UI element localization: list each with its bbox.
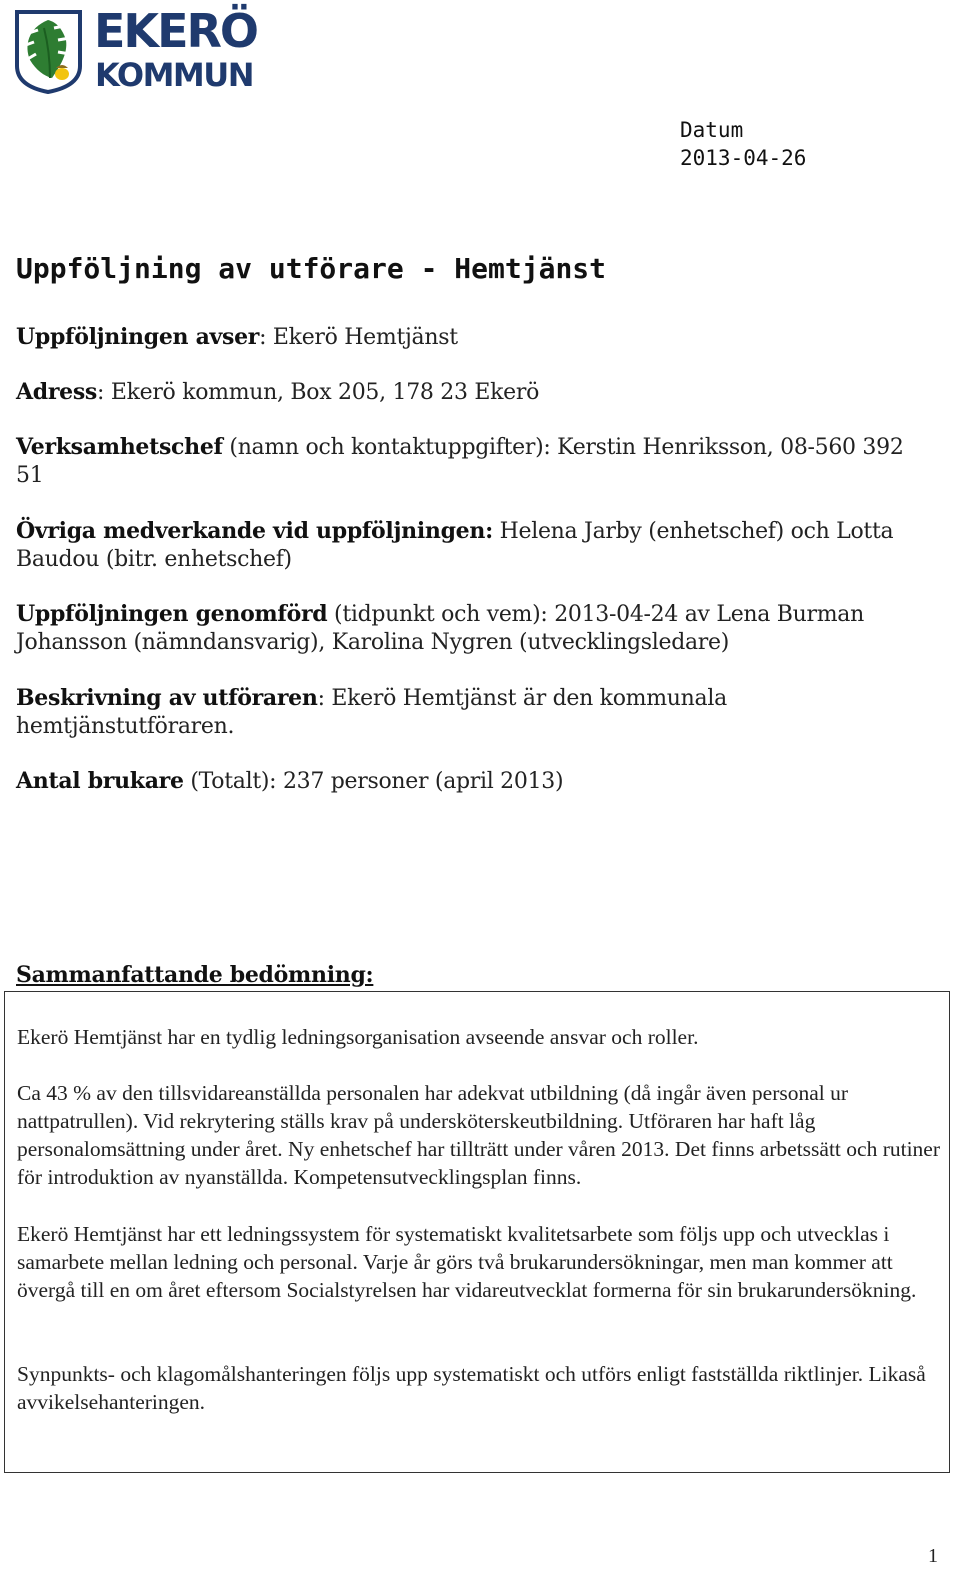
- ekero-kommun-logo: [14, 4, 264, 94]
- summary-heading: Sammanfattande bedömning:: [16, 962, 374, 988]
- field-uppfoljningen-avser: Uppföljningen avser: Ekerö Hemtjänst: [16, 324, 458, 350]
- summary-paragraph: Ekerö Hemtjänst har en tydlig ledningsorganisation avseende ansvar och roller.: [17, 1025, 699, 1049]
- field-label: Uppföljningen avser: [16, 324, 260, 350]
- field-label: Beskrivning av utföraren: [16, 685, 318, 711]
- field-label: Övriga medverkande vid uppföljningen:: [16, 518, 493, 544]
- field-value: Helena Jarby (enhetschef) och Lotta Baudou (bitr. enhetschef): [16, 519, 894, 572]
- field-value: Ekerö Hemtjänst: [272, 325, 458, 350]
- date-label: Datum: [680, 118, 744, 142]
- field-adress: Adress: Ekerö kommun, Box 205, 178 23 Ekerö: [16, 379, 540, 405]
- summary-paragraph: Ekerö Hemtjänst har ett ledningssystem för systematiskt kvalitetsarbete som följs upp och utvecklas i samarbete mellan ledning och personal. Varje år görs två brukarundersökningar, men man kommer att övergå till en om året eftersom Socialstyrelsen har vidareutvecklat formerna för sin brukarundersökning.: [17, 1222, 917, 1302]
- field-value: 2013-04-24 av Lena Burman Johansson (nämndansvarig), Karolina Nygren (utvecklingsledare): [16, 602, 864, 655]
- field-note: (Totalt): [190, 769, 270, 794]
- field-value: 237 personer (april 2013): [282, 769, 564, 794]
- logo-text-ekero: EKERÖ: [94, 4, 258, 58]
- date-block: [680, 116, 806, 172]
- summary-box: [4, 991, 950, 1473]
- field-ovriga-medverkande: [16, 517, 936, 574]
- field-antal-brukare: Antal brukare (Totalt): 237 personer (april 2013): [16, 768, 564, 794]
- field-value: Ekerö kommun, Box 205, 178 23 Ekerö: [110, 380, 540, 405]
- field-value: Kerstin Henriksson, 08-560 392 51: [16, 435, 904, 488]
- field-uppfoljningen-genomford: Uppföljningen genomförd (tidpunkt och vem): 2013-04-24 av Lena Burman Johansson (nämndansvarig), Karolina Nygren (utvecklingsledare): [16, 601, 864, 655]
- page-number: 1: [928, 1545, 938, 1567]
- field-note: (tidpunkt och vem): [334, 602, 541, 627]
- field-value: Ekerö Hemtjänst är den kommunala hemtjänstutföraren.: [16, 686, 727, 739]
- summary-paragraph: Synpunkts- och klagomålshanteringen följs upp systematiskt och utförs enligt fastställda riktlinjer. Likaså avvikelsehanteringen.: [17, 1362, 926, 1414]
- field-beskrivning: Beskrivning av utföraren: Ekerö Hemtjänst är den kommunala hemtjänstutföraren.: [16, 685, 727, 739]
- field-label: Antal brukare: [16, 768, 184, 794]
- logo-text-kommun: KOMMUN: [95, 56, 254, 94]
- date-value: 2013-04-26: [680, 146, 807, 170]
- field-label: Verksamhetschef: [16, 434, 223, 460]
- field-label: Adress: [16, 379, 98, 405]
- field-verksamhetschef: Verksamhetschef (namn och kontaktuppgifter): Kerstin Henriksson, 08-560 392 51: [16, 434, 904, 488]
- field-note: (namn och kontaktuppgifter): [229, 435, 544, 460]
- summary-paragraph: Ca 43 % av den tillsvidareanställda personalen har adekvat utbildning (då ingår även personal ur nattpatrullen). Vid rekrytering ställs krav på undersköterskeutbildning. Utföraren har haft låg personalomsättning under året. Ny enhetschef har tillträtt under våren 2013. Det finns arbetssätt och rutiner för introduktion av nyanställda. Kompetensutvecklingsplan finns.: [17, 1081, 941, 1189]
- page-title: Uppföljning av utförare - Hemtjänst: [16, 252, 607, 285]
- field-label: Uppföljningen genomförd: [16, 601, 328, 627]
